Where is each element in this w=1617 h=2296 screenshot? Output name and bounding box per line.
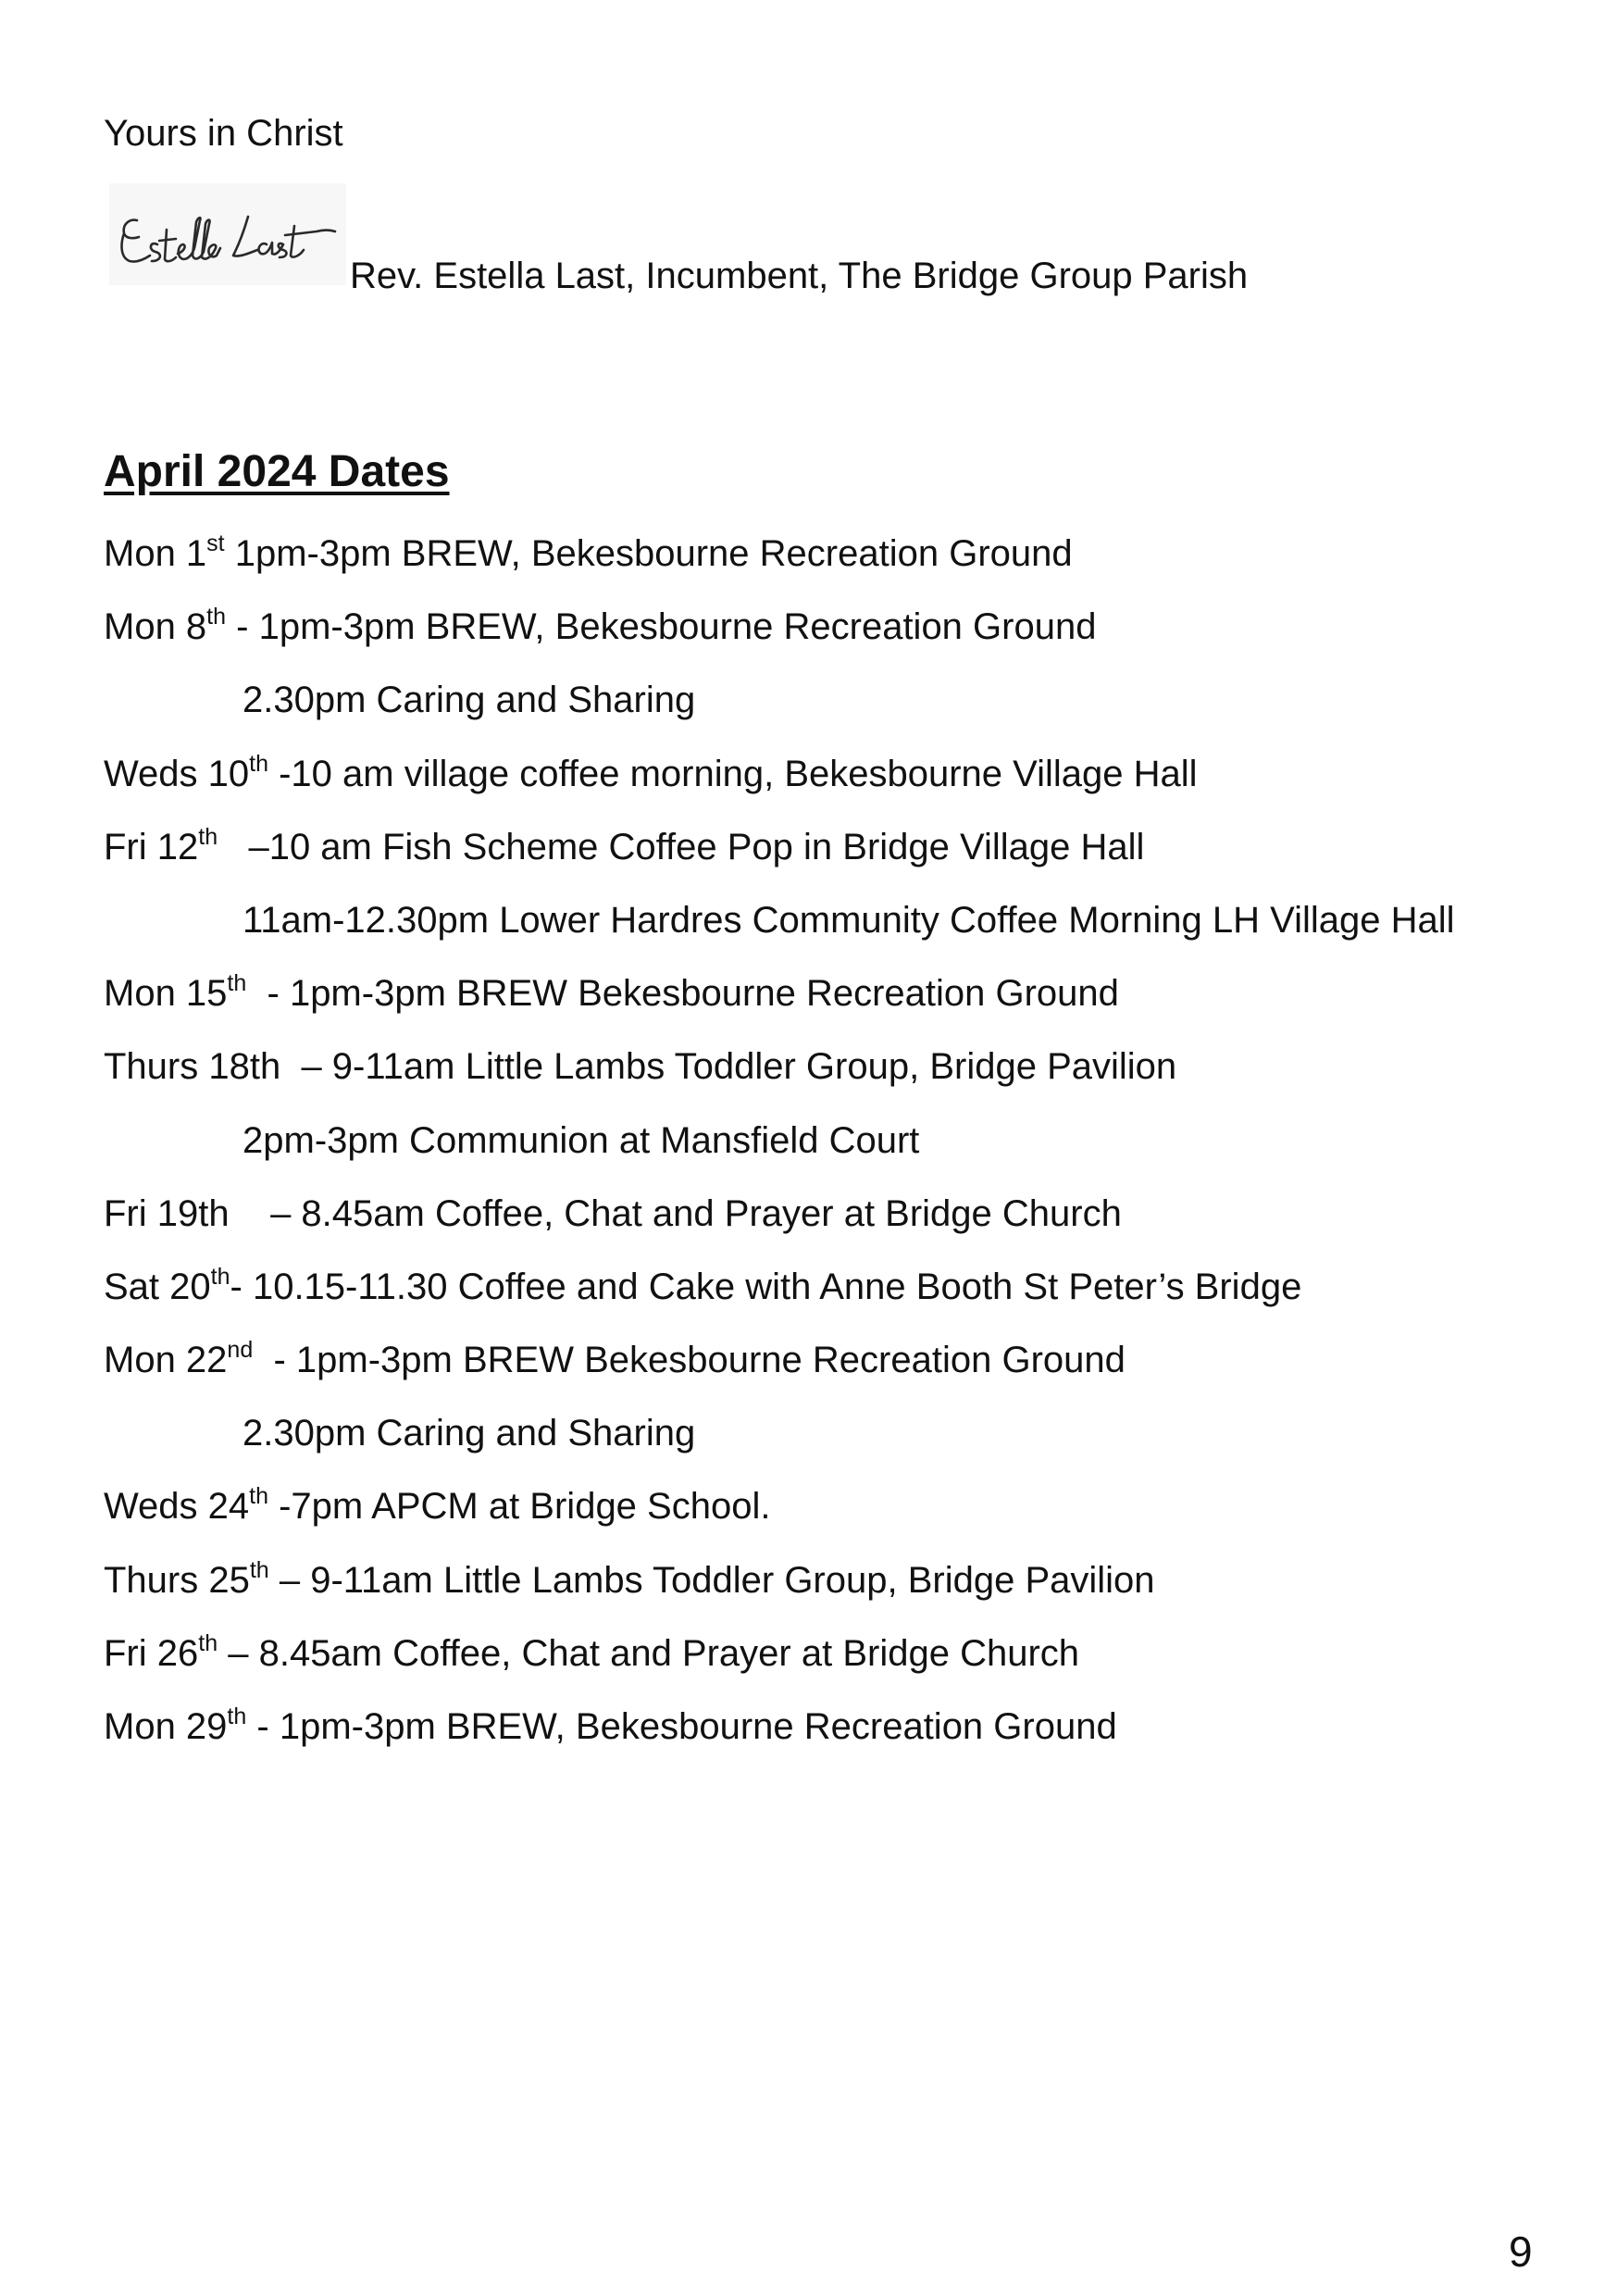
entry-day-suffix: th [198,1629,218,1656]
entry-day: Sat 20 [104,1266,211,1307]
date-entry [104,1332,1548,1405]
date-entry [104,1553,1548,1626]
entry-text: –10 am Fish Scheme Coffee Pop in Bridge Village Hall [218,826,1145,867]
date-entry [104,966,1548,1039]
entry-text: - 1pm-3pm BREW Bekesbourne Recreation Ground [253,1340,1126,1381]
entry-day-suffix: th [210,1263,230,1290]
date-entry [104,1186,1548,1259]
entry-text: – 8.45am Coffee, Chat and Prayer at Bridge Church [218,1632,1080,1674]
entry-text: - 1pm-3pm BREW Bekesbourne Recreation Ground [246,973,1119,1015]
entry-text: 2pm-3pm Communion at Mansfield Court [243,1119,920,1161]
entry-text: - 1pm-3pm BREW, Bekesbourne Recreation Ground [226,606,1097,648]
entry-day: Mon 8 [104,606,207,648]
entry-text: 2.30pm Caring and Sharing [243,680,696,721]
entry-day-suffix: th [227,1703,247,1729]
date-entry [104,819,1548,892]
entry-day: Fri 19th [104,1192,230,1234]
entry-text: 11am-12.30pm Lower Hardres Community Coffee Morning LH Village Hall [243,899,1455,941]
entry-day-suffix: th [227,970,247,997]
date-entry [104,1113,1548,1186]
date-entry [104,672,1548,745]
entry-text: 1pm-3pm BREW, Bekesbourne Recreation Ground [224,533,1073,574]
entry-text: – 9-11am Little Lambs Toddler Group, Bridge Pavilion [268,1559,1155,1601]
date-entry [104,526,1548,599]
entry-day: Thurs 18th [104,1046,281,1088]
entry-day: Fri 26 [104,1632,199,1674]
date-entry [104,1699,1548,1772]
entry-day-suffix: th [206,604,227,630]
entry-day: Thurs 25 [104,1559,250,1601]
entry-day: Weds 24 [104,1486,250,1528]
entry-text: – 9-11am Little Lambs Toddler Group, Bridge Pavilion [280,1046,1177,1088]
signatory-line: Rev. Estella Last, Incumbent, The Bridge Group Parish [350,256,1249,296]
entry-text: -7pm APCM at Bridge School. [268,1486,771,1528]
date-entry [104,1479,1548,1552]
entry-day: Weds 10 [104,753,250,794]
date-entry [104,1259,1548,1332]
entry-text: – 8.45am Coffee, Chat and Prayer at Bridge Church [229,1192,1122,1234]
entry-day-suffix: nd [227,1337,254,1364]
entry-text: -10 am village coffee morning, Bekesbourne Village Hall [268,753,1198,794]
entry-day-suffix: th [249,750,268,777]
entry-day: Mon 22 [104,1340,228,1381]
page-number: 9 [1509,2227,1533,2276]
entry-day: Mon 15 [104,973,228,1015]
signature-image [109,183,346,285]
dates-list [104,526,1548,1772]
entry-day-suffix: th [249,1483,268,1510]
date-entry [104,746,1548,819]
entry-day: Fri 12 [104,826,199,867]
entry-day: Mon 1 [104,533,207,574]
closing-text: Yours in Christ [104,113,343,154]
entry-day-suffix: th [249,1556,269,1583]
date-entry [104,1626,1548,1699]
date-entry [104,1039,1548,1112]
entry-text: - 10.15-11.30 Coffee and Cake with Anne Booth St Peter’s Bridge [230,1266,1302,1307]
date-entry [104,1405,1548,1479]
date-entry [104,599,1548,672]
section-title: April 2024 Dates [104,447,450,496]
entry-text: 2.30pm Caring and Sharing [243,1413,696,1454]
entry-day-suffix: st [206,530,225,556]
entry-text: - 1pm-3pm BREW, Bekesbourne Recreation Ground [246,1706,1117,1747]
entry-day: Mon 29 [104,1706,228,1747]
entry-day-suffix: th [198,823,218,850]
date-entry [104,892,1548,966]
